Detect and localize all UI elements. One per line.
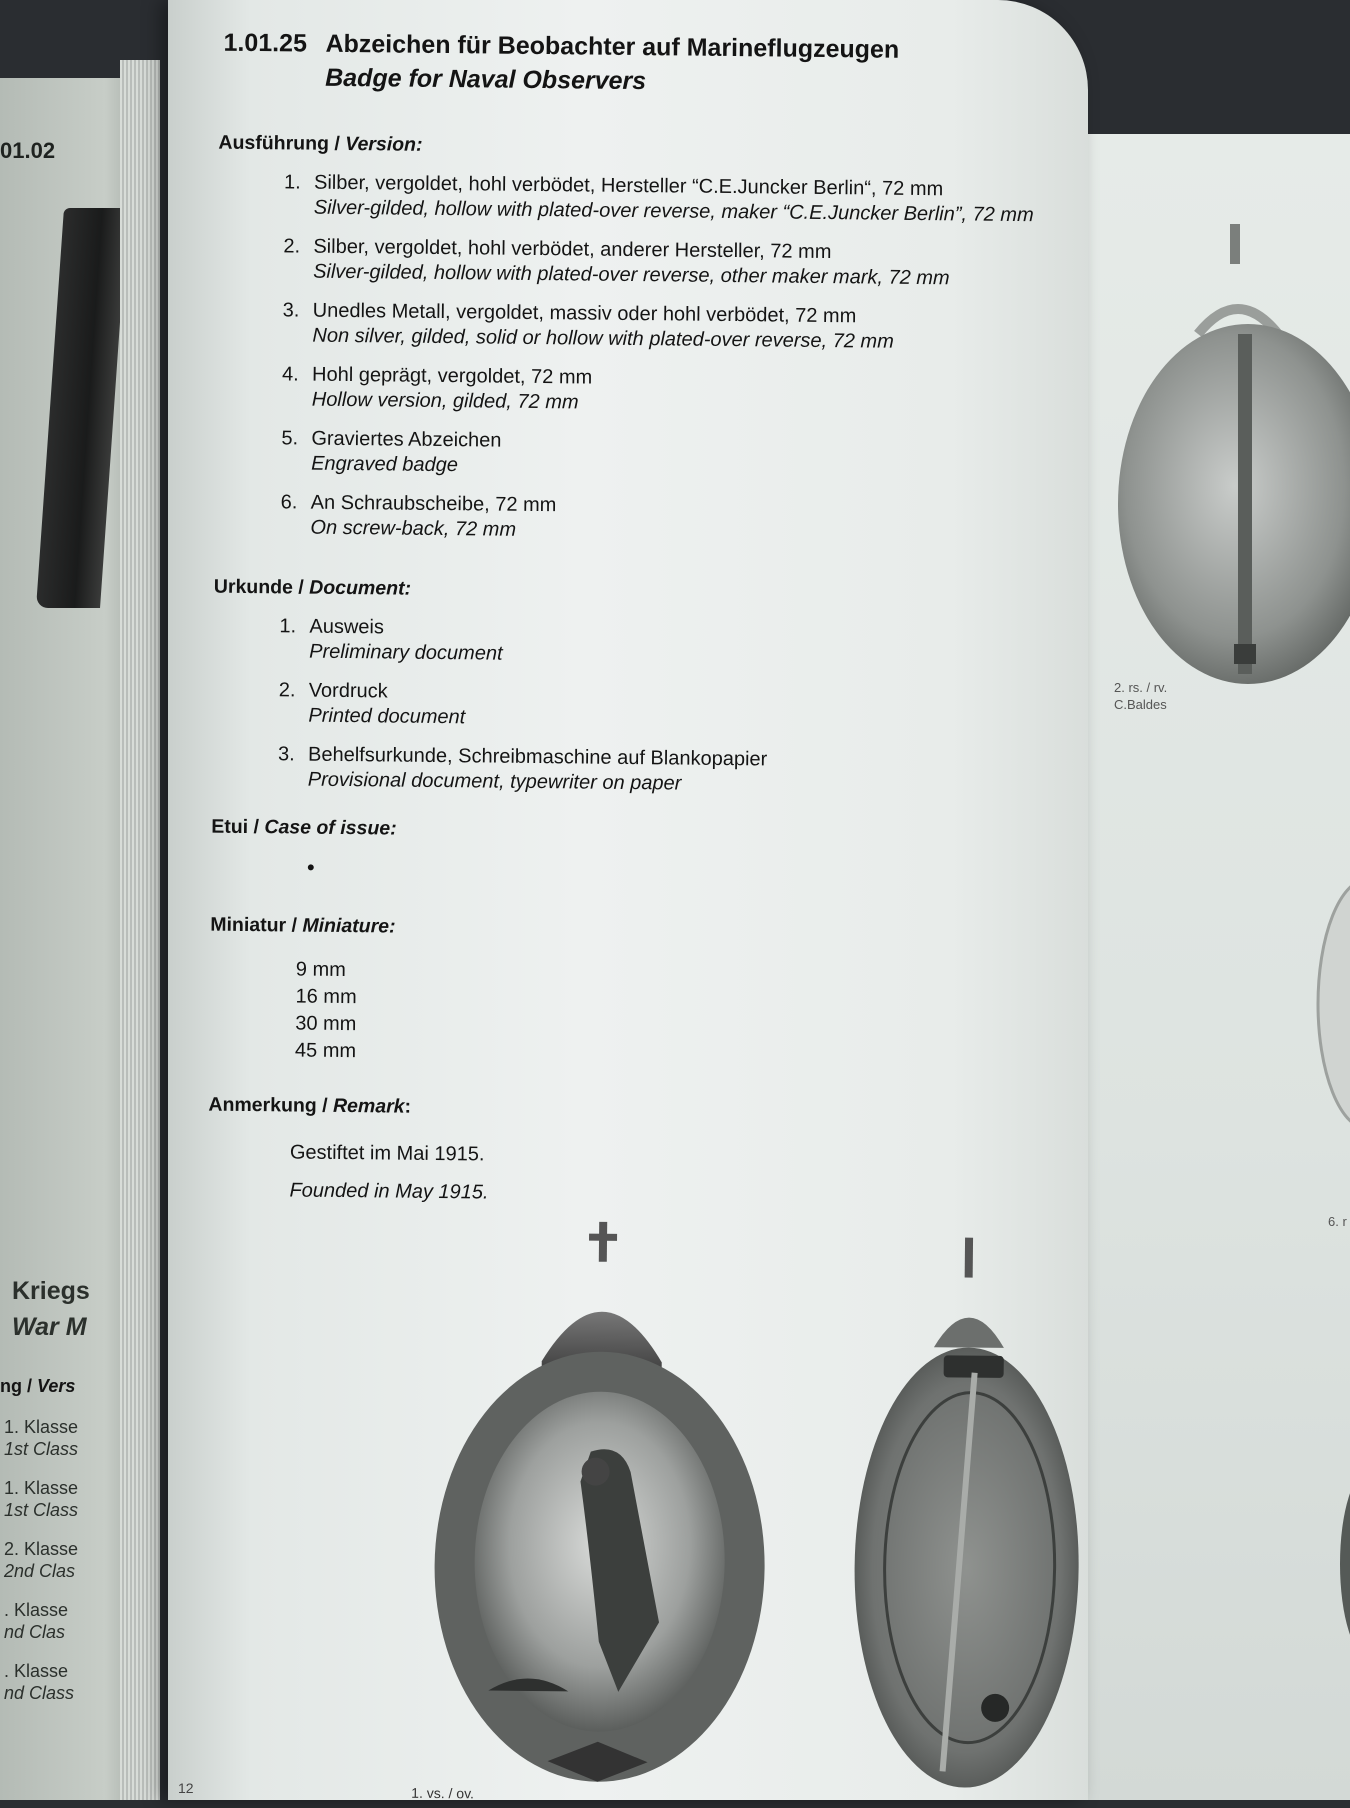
prev-title-de: Kriegs	[12, 1277, 90, 1305]
list-item: 6. An Schraubscheibe, 72 mm On screw-back, 72 mm	[280, 491, 557, 541]
label-colon: :	[404, 1095, 412, 1118]
page-title	[223, 26, 899, 101]
size-value: 30 mm	[295, 1012, 357, 1036]
label-de: Miniatur /	[210, 913, 303, 937]
size-value: 16 mm	[295, 985, 357, 1009]
prev-section-label	[0, 1376, 75, 1397]
list-item: 2. Silber, vergoldet, hohl verbödet, anderer Hersteller, 72 mm Silver-gilded, hollow with plated-over reverse, other maker mark, 72 mm	[283, 235, 950, 290]
title-de: Abzeichen für Beobachter auf Marineflugzeugen	[325, 29, 900, 64]
caption-line: 2. rs. / rv.	[1114, 680, 1168, 695]
page-content	[149, 0, 1088, 1807]
label-en: Miniature:	[302, 914, 396, 938]
label-en: Document:	[309, 576, 412, 600]
entry-code: 1.01.25	[223, 28, 308, 58]
remark-de: Gestiftet im Mai 1915.	[289, 1141, 485, 1166]
label-de: Ausführung /	[218, 131, 346, 155]
caption-line: C.Baldes	[1114, 697, 1167, 712]
size-value: 9 mm	[295, 958, 346, 982]
miniature-sizes	[295, 957, 357, 1066]
section-case-label	[211, 816, 397, 841]
badge-reverse-photo	[1108, 224, 1350, 694]
document-list	[278, 614, 769, 811]
prev-section-de: ng /	[0, 1376, 32, 1396]
label-de: Anmerkung /	[208, 1093, 334, 1117]
next-page	[1068, 134, 1350, 1800]
book-page	[168, 0, 1088, 1800]
list-item: 4. Hohl geprägt, vergoldet, 72 mm Hollow version, gilded, 72 mm	[281, 363, 593, 414]
medal-ribbon-image	[36, 208, 128, 608]
prev-page-list	[4, 1416, 78, 1721]
prev-title-en: War M	[12, 1313, 87, 1341]
list-item: 1. Ausweis Preliminary document	[279, 615, 503, 665]
next-page-caption	[1114, 679, 1167, 713]
section-remark-label	[208, 1094, 411, 1119]
section-version-label	[218, 132, 422, 157]
prev-page-title	[12, 1273, 90, 1345]
list-item: 2. Vordruck Printed document	[278, 679, 466, 729]
label-en: Case of issue:	[264, 816, 397, 840]
list-item: 1. Silber, vergoldet, hohl verbödet, Hersteller “C.E.Juncker Berlin“, 72 mm Silver-gilded, hollow with plated-over reverse, maker “C.E.Juncker Berlin”, 72 mm	[283, 171, 1034, 227]
partial-badge-photo	[1330, 1464, 1350, 1664]
list-item: 2. Klasse 2nd Clas	[4, 1539, 79, 1581]
list-item: 5. Graviertes Abzeichen Engraved badge	[281, 427, 502, 477]
badge-obverse-photo	[417, 1220, 803, 1804]
partial-badge-photo	[1308, 874, 1350, 1134]
list-item: 1. Klasse 1st Class	[4, 1417, 79, 1459]
size-value: 45 mm	[294, 1039, 357, 1063]
label-en: Remark	[332, 1094, 405, 1118]
section-document-label	[214, 576, 411, 601]
list-item: . Klasse nd Clas	[4, 1600, 69, 1642]
prev-page-code: 01.02	[0, 138, 56, 163]
prev-section-en: Vers	[37, 1376, 76, 1396]
section-miniature-label	[210, 914, 395, 939]
list-item: 3. Unedles Metall, vergoldet, massiv oder hohl verbödet, 72 mm Non silver, gilded, solid or hollow with plated-over reverse, 72 mm	[282, 299, 894, 353]
remark-en: Founded in May 1915.	[289, 1179, 489, 1204]
list-item: . Klasse nd Class	[4, 1661, 75, 1703]
remark-text	[289, 1133, 489, 1211]
label-en: Version:	[345, 132, 423, 156]
page-number: 12	[178, 1780, 194, 1796]
version-list	[280, 170, 1034, 562]
badge-reverse-photo	[849, 1236, 1085, 1798]
title-en: Badge for Naval Observers	[325, 63, 647, 96]
list-item: 3. Behelfsurkunde, Schreibmaschine auf Blankopapier Provisional document, typewriter on paper	[277, 743, 768, 795]
case-bullet: •	[306, 854, 315, 880]
list-item: 1. Klasse 1st Class	[4, 1478, 79, 1520]
label-de: Urkunde /	[213, 575, 310, 599]
next-page-label: 6. r	[1328, 1214, 1347, 1229]
photo-caption: 1. vs. / ov.	[411, 1784, 475, 1802]
label-de: Etui /	[211, 815, 265, 839]
